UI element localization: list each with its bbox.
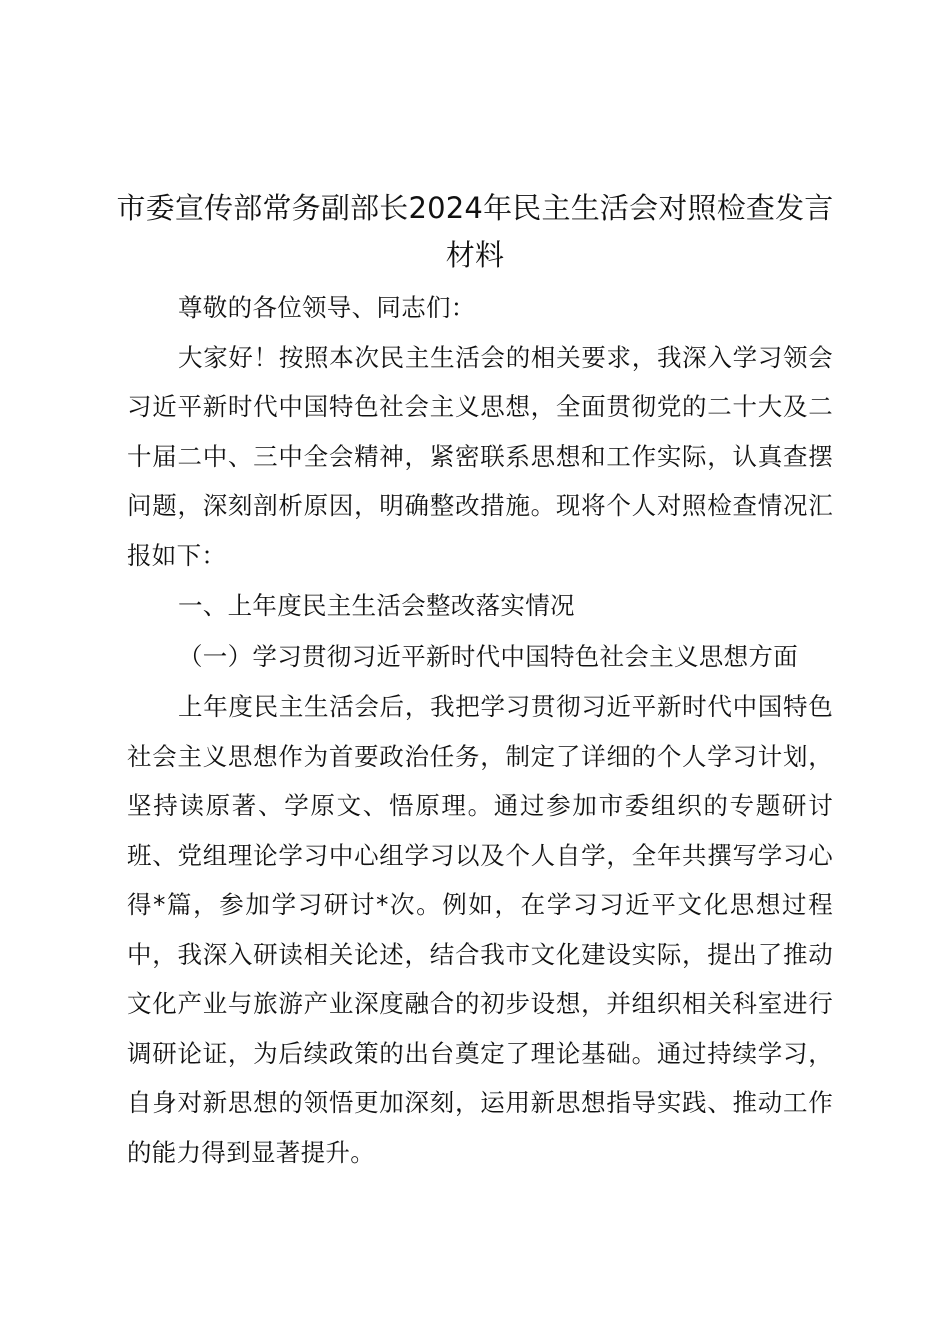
document-title: 市委宣传部常务副部长2024年民主生活会对照检查发言材料 <box>116 191 834 272</box>
section-heading: 一、上年度民主生活会整改落实情况 <box>178 591 575 620</box>
subsection-body-paragraph: 上年度民主生活会后，我把学习贯彻习近平新时代中国特色社会主义思想作为首要政治任务，制定了详细的个人学习计划，坚持读原著、学原文、悟原理。通过参加市委组织的专题研讨班、党组理论学习中心组学习以及个人自学，全年共撰写学习心得*篇，参加学习研讨*次。例如，在学习习近平文化思想过程中，我深入研读相关论述，结合我市文化建设实际，提出了推动文化产业与旅游产业深度融合的初步设想，并组织相关科室进行调研论证，为后续政策的出台奠定了理论基础。通过持续学习，自身对新思想的领悟更加深刻，运用新思想指导实践、推动工作的能力得到显著提升。 <box>127 692 833 1167</box>
intro-paragraph: 大家好！按照本次民主生活会的相关要求，我深入学习领会习近平新时代中国特色社会主义思想，全面贯彻党的二十大及二十届二中、三中全会精神，紧密联系思想和工作实际，认真查摆问题，深刻剖析原因，明确整改措施。现将个人对照检查情况汇报如下： <box>127 342 833 570</box>
salutation: 尊敬的各位领导、同志们： <box>178 293 476 322</box>
document-body <box>127 283 833 1177</box>
subsection-heading: （一）学习贯彻习近平新时代中国特色社会主义思想方面 <box>178 642 798 671</box>
